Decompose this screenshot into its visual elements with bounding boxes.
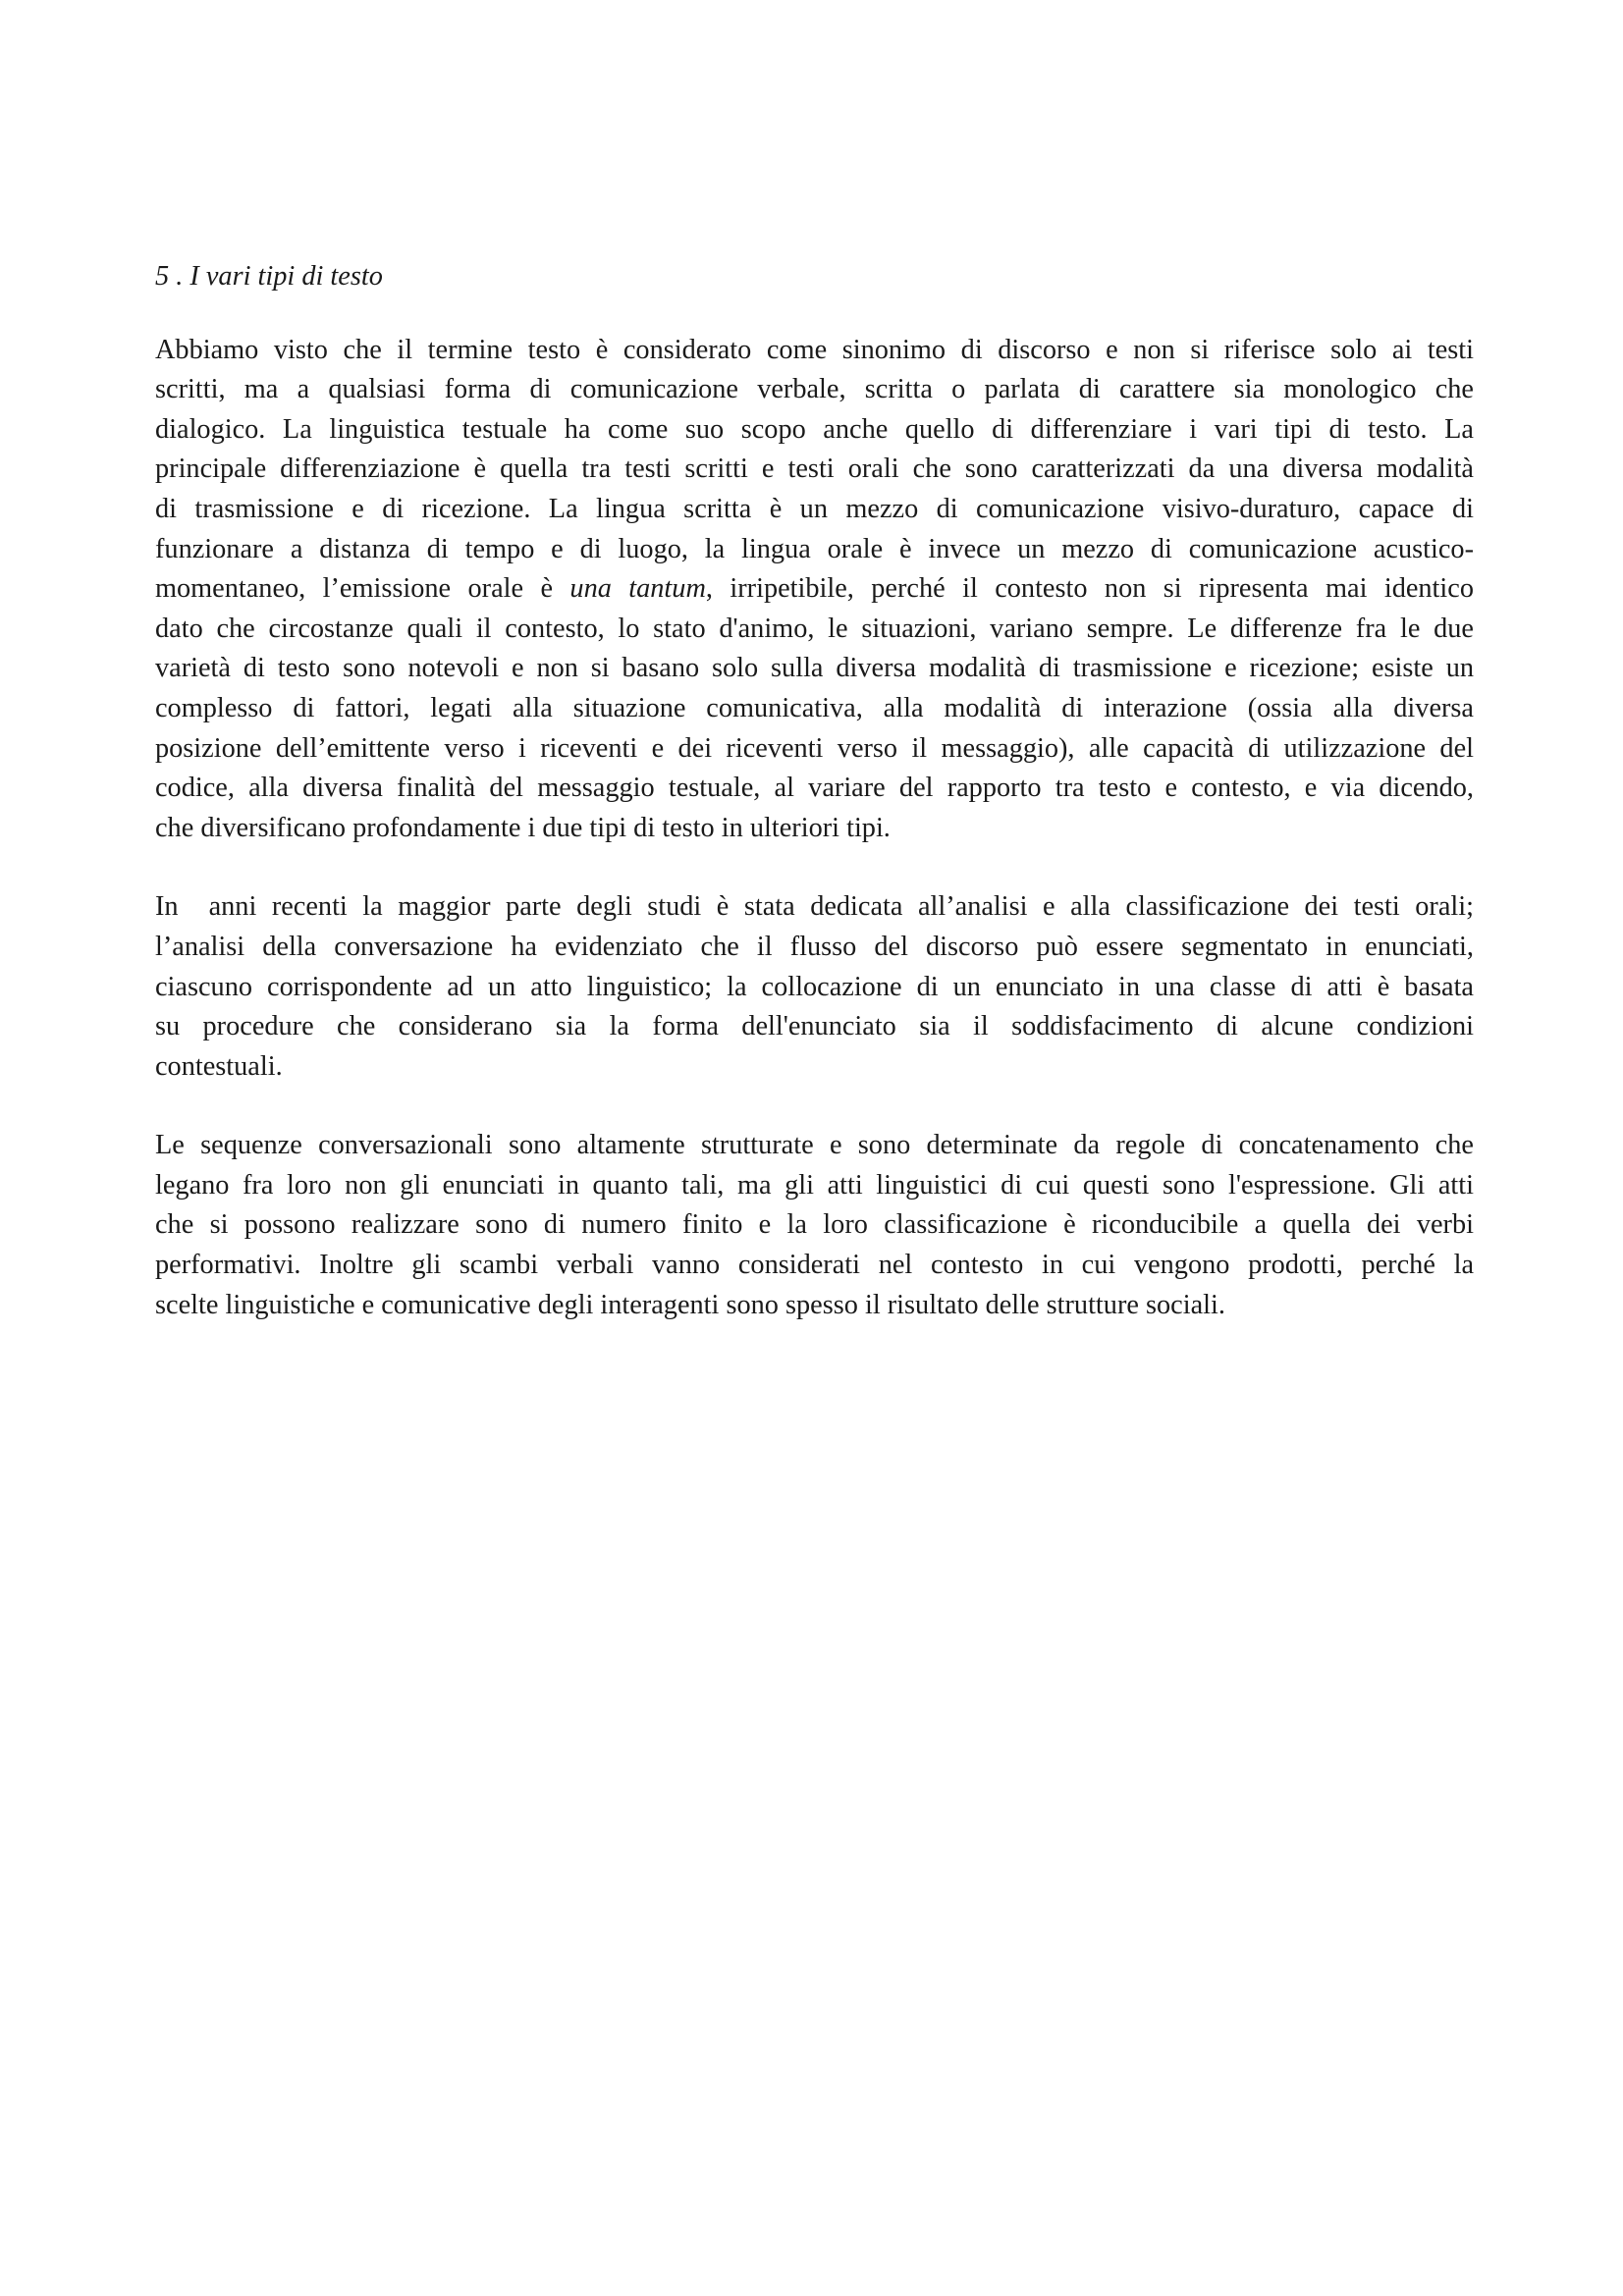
text-line: posizione dell’emittente verso i riceventi e dei riceventi verso il messaggio), alle capacità di utilizzazione del — [155, 732, 1474, 764]
paragraph-2 — [155, 887, 1474, 1087]
text-line: su procedure che considerano sia la forma dell'enunciato sia il soddisfacimento di alcune condizioni — [155, 1011, 1474, 1042]
text-line: Abbiamo visto che il termine testo è considerato come sinonimo di discorso e non si riferisce solo ai testi — [155, 334, 1474, 365]
text-line: Le sequenze conversazionali sono altamente strutturate e sono determinate da regole di concatenamento che — [155, 1130, 1474, 1161]
text-line-with-italic — [155, 569, 1474, 610]
text-line: performativi. Inoltre gli scambi verbali vanno considerati nel contesto in cui vengono prodotti, perché la — [155, 1250, 1474, 1281]
document-body — [155, 257, 1474, 1364]
text-line: che si possono realizzare sono di numero finito e la loro classificazione è riconducibile a quella dei verbi — [155, 1209, 1474, 1241]
text-line: varietà di testo sono notevoli e non si basano solo sulla diversa modalità di trasmissione e ricezione; esiste un — [155, 653, 1474, 684]
text-line: l’analisi della conversazione ha evidenziato che il flusso del discorso può essere segmentato in enunciati, — [155, 931, 1474, 962]
text-line: dato che circostanze quali il contesto, lo stato d'animo, le situazioni, variano sempre. Le differenze fra le due — [155, 613, 1474, 644]
text-line: di trasmissione e di ricezione. La lingua scritta è un mezzo di comunicazione visivo-duraturo, capace di — [155, 493, 1474, 524]
section-heading: 5 . I vari tipi di testo — [155, 261, 383, 292]
text-line: che diversificano profondamente i due tipi di testo in ulteriori tipi. — [155, 812, 891, 843]
text-line: complesso di fattori, legati alla situazione comunicativa, alla modalità di interazione (ossia alla diversa — [155, 692, 1474, 723]
italic-phrase: una tantum — [569, 573, 706, 605]
text-run: momentaneo, l’emissione orale è — [155, 573, 570, 605]
text-line: In anni recenti la maggior parte degli studi è stata dedicata all’analisi e alla classificazione dei testi orali; — [155, 891, 1474, 923]
text-line: funzionare a distanza di tempo e di luogo, la lingua orale è invece un mezzo di comunicazione acustico- — [155, 533, 1474, 564]
paragraph-1 — [155, 331, 1474, 849]
text-line: scritti, ma a qualsiasi forma di comunicazione verbale, scritta o parlata di carattere sia monologico che — [155, 374, 1474, 405]
text-line: dialogico. La linguistica testuale ha come suo scopo anche quello di differenziare i vari tipi di testo. La — [155, 413, 1474, 445]
text-run: , irripetibile, perché il contesto non si ripresenta mai identico — [705, 573, 1474, 605]
text-line: principale differenziazione è quella tra testi scritti e testi orali che sono caratterizzati da una diversa modalità — [155, 454, 1474, 485]
text-line: scelte linguistiche e comunicative degli interagenti sono spesso il risultato delle strutture sociali. — [155, 1289, 1225, 1320]
paragraph-3 — [155, 1126, 1474, 1325]
text-line: contestuali. — [155, 1050, 283, 1082]
text-line: legano fra loro non gli enunciati in quanto tali, ma gli atti linguistici di cui questi sono l'espressione. Gli atti — [155, 1169, 1474, 1201]
text-line: ciascuno corrispondente ad un atto linguistico; la collocazione di un enunciato in una classe di atti è basata — [155, 971, 1474, 1002]
text-line: codice, alla diversa finalità del messaggio testuale, al variare del rapporto tra testo e contesto, e via dicendo, — [155, 773, 1474, 804]
